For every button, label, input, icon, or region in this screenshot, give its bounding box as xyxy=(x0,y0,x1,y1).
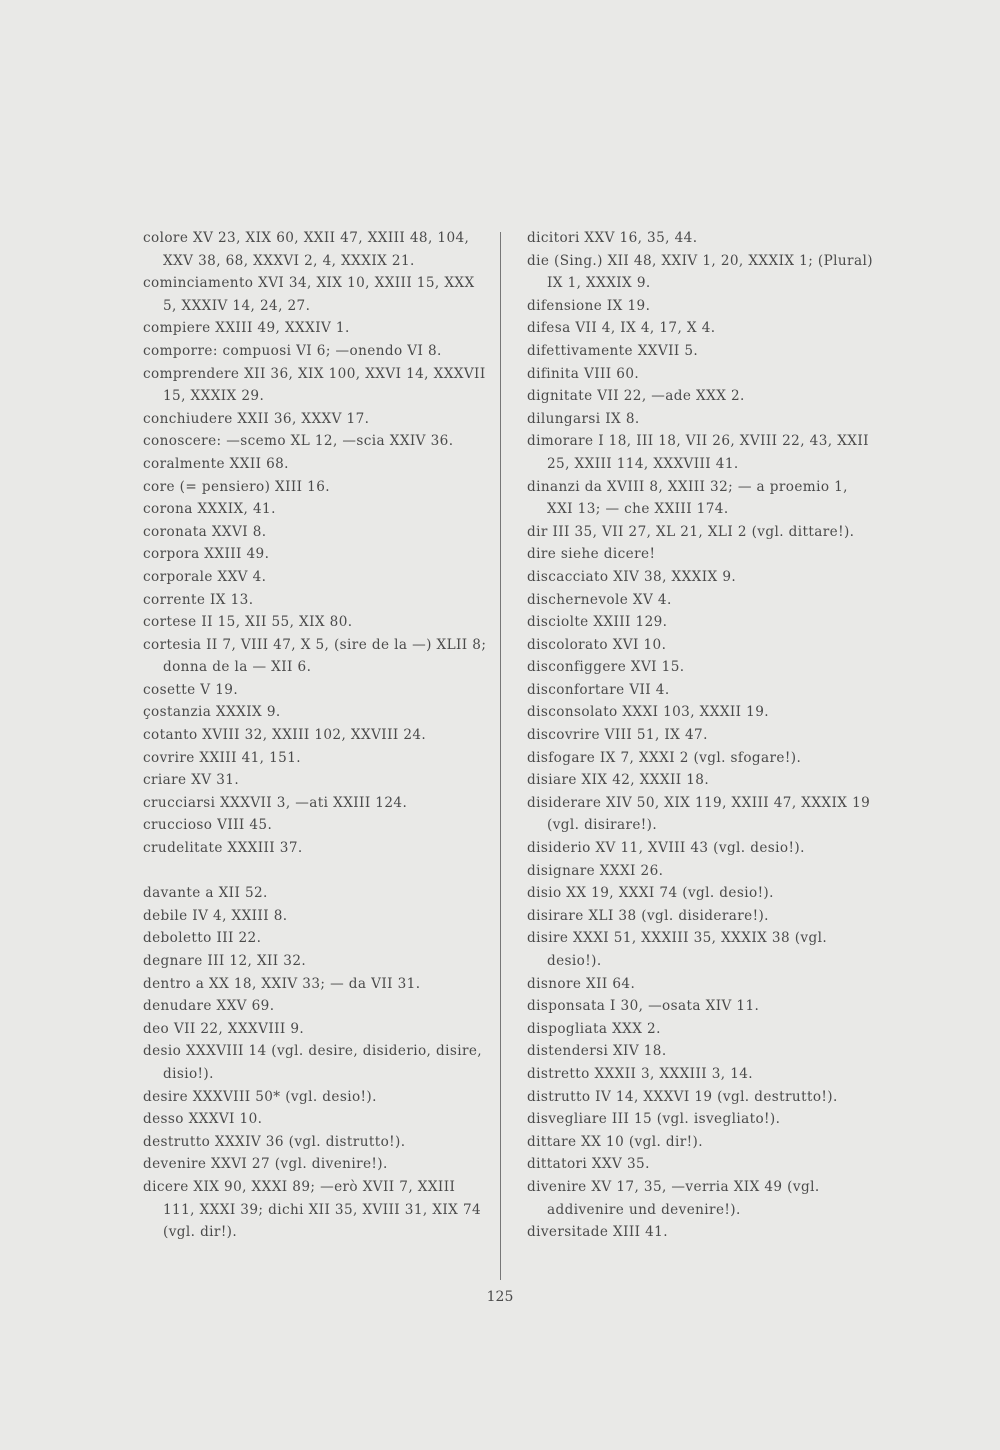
right-column xyxy=(527,227,877,1244)
index-entry: dire siehe dicere! xyxy=(527,546,656,563)
index-entry: deo VII 22, XXXVIII 9. xyxy=(143,1020,305,1037)
index-entry: denudare XXV 69. xyxy=(143,998,275,1015)
index-entry: dischernevole XV 4. xyxy=(527,591,672,608)
index-entry: disconfiggere XVI 15. xyxy=(527,659,685,676)
index-entry: disfogare IX 7, XXXI 2 (vgl. sfogare!). xyxy=(527,749,802,766)
index-entry: coralmente XXII 68. xyxy=(143,455,289,472)
index-entry: divenire XV 17, 35, —verria XIX 49 (vgl. addivenire und devenire!). xyxy=(527,1178,820,1218)
index-entry: cotanto XVIII 32, XXIII 102, XXVIII 24. xyxy=(143,727,427,744)
index-entry: corporale XXV 4. xyxy=(143,568,267,585)
index-entry: disconsolato XXXI 103, XXXII 19. xyxy=(527,704,769,721)
index-entry: compiere XXIII 49, XXXIV 1. xyxy=(143,320,350,337)
index-entry: disiderio XV 11, XVIII 43 (vgl. desio!). xyxy=(527,840,805,857)
index-entry: çostanzia XXXIX 9. xyxy=(143,704,281,721)
index-entry: deboletto III 22. xyxy=(143,930,262,947)
index-entry: desire XXXVIII 50* (vgl. desio!). xyxy=(143,1088,377,1105)
index-entry: cominciamento XVI 34, XIX 10, XXIII 15, XXX 5, XXXIV 14, 24, 27. xyxy=(143,275,475,314)
index-entry: conoscere: —scemo XL 12, —scia XXIV 36. xyxy=(143,433,454,450)
index-entry: cortesia II 7, VIII 47, X 5, (sire de la —) XLII 8; donna de la — XII 6. xyxy=(143,636,487,676)
index-entry: disciolte XXIII 129. xyxy=(527,614,668,631)
index-entry: crudelitate XXXIII 37. xyxy=(143,840,303,857)
index-entry: coronata XXVI 8. xyxy=(143,523,267,540)
index-entry: destrutto XXXIV 36 (vgl. distrutto!). xyxy=(143,1133,406,1150)
index-entry: dittare XX 10 (vgl. dir!). xyxy=(527,1133,703,1150)
index-entry: distendersi XIV 18. xyxy=(527,1043,667,1060)
index-entry: davante a XII 52. xyxy=(143,885,268,902)
index-entry: discovrire VIII 51, IX 47. xyxy=(527,727,708,744)
index-entry: devenire XXVI 27 (vgl. divenire!). xyxy=(143,1156,388,1173)
index-entry: degnare III 12, XII 32. xyxy=(143,953,307,969)
index-entry: dicitori XXV 16, 35, 44. xyxy=(527,230,698,246)
index-entry: corona XXXIX, 41. xyxy=(143,501,276,518)
index-entry: disiare XIX 42, XXXII 18. xyxy=(527,772,710,789)
index-entry: crucciarsi XXXVII 3, —ati XXIII 124. xyxy=(143,794,408,811)
index-entry: dinanzi da XVIII 8, XXIII 32; — a proemio 1, XXI 13; — che XXIII 174. xyxy=(527,478,848,518)
index-entry: difensione IX 19. xyxy=(527,297,651,314)
index-entry: disconfortare VII 4. xyxy=(527,681,670,698)
index-entry: comprendere XII 36, XIX 100, XXVI 14, XXXVII 15, XXXIX 29. xyxy=(143,365,486,405)
index-entry: dentro a XX 18, XXIV 33; — da VII 31. xyxy=(143,975,421,992)
index-entry: dispogliata XXX 2. xyxy=(527,1020,661,1037)
index-entry: disiderare XIV 50, XIX 119, XXIII 47, XXXIX 19 (vgl. disirare!). xyxy=(527,794,871,834)
index-entry: disirare XLI 38 (vgl. disiderare!). xyxy=(527,907,769,924)
index-entry: corpora XXIII 49. xyxy=(143,546,270,563)
index-entry: debile IV 4, XXIII 8. xyxy=(143,907,288,924)
index-entry: discacciato XIV 38, XXXIX 9. xyxy=(527,568,737,585)
index-entry: dittatori XXV 35. xyxy=(527,1156,650,1173)
index-entry: cortese II 15, XII 55, XIX 80. xyxy=(143,614,353,631)
index-entry: dignitate VII 22, —ade XXX 2. xyxy=(527,388,745,405)
index-entry: discolorato XVI 10. xyxy=(527,636,667,653)
index-entry: dir III 35, VII 27, XL 21, XLI 2 (vgl. dittare!). xyxy=(527,523,855,540)
index-entry: disvegliare III 15 (vgl. isvegliato!). xyxy=(527,1111,781,1128)
section-gap xyxy=(143,860,488,883)
index-entry: distretto XXXII 3, XXXIII 3, 14. xyxy=(527,1065,754,1082)
index-entry: disponsata I 30, —osata XIV 11. xyxy=(527,998,760,1015)
column-divider xyxy=(500,232,501,1280)
index-entry: cosette V 19. xyxy=(143,681,239,698)
index-entry: cruccioso VIII 45. xyxy=(143,817,273,834)
index-entry: dilungarsi IX 8. xyxy=(527,410,640,427)
index-entry: colore XV 23, XIX 60, XXII 47, XXIII 48, 104, XXV 38, 68, XXXVI 2, 4, XXXIX 21. xyxy=(143,230,470,269)
index-entry: distrutto IV 14, XXXVI 19 (vgl. destrutto!). xyxy=(527,1088,838,1105)
index-entry: desso XXXVI 10. xyxy=(143,1111,263,1128)
index-entry: corrente IX 13. xyxy=(143,591,254,608)
index-entry: disire XXXI 51, XXXIII 35, XXXIX 38 (vgl. desio!). xyxy=(527,930,828,969)
index-entry: difettivamente XXVII 5. xyxy=(527,342,699,359)
index-entry: die (Sing.) XII 48, XXIV 1, 20, XXXIX 1; (Plural) IX 1, XXXIX 9. xyxy=(527,252,873,292)
index-entry: diversitade XIII 41. xyxy=(527,1224,668,1241)
index-entry: covrire XXIII 41, 151. xyxy=(143,749,301,766)
index-entry: difesa VII 4, IX 4, 17, X 4. xyxy=(527,320,716,337)
index-entry: disnore XII 64. xyxy=(527,975,636,992)
index-entry: conchiudere XXII 36, XXXV 17. xyxy=(143,410,370,427)
index-entry: core (= pensiero) XIII 16. xyxy=(143,478,330,495)
index-entry: dimorare I 18, III 18, VII 26, XVIII 22, 43, XXII 25, XXIII 114, XXXVIII 41. xyxy=(527,433,869,472)
index-entry: disio XX 19, XXXI 74 (vgl. desio!). xyxy=(527,885,774,902)
index-entry: criare XV 31. xyxy=(143,772,240,789)
index-entry: disignare XXXI 26. xyxy=(527,862,664,879)
page-number: 125 xyxy=(486,1289,514,1305)
index-entry: difinita VIII 60. xyxy=(527,365,640,382)
index-entry: desio XXXVIII 14 (vgl. desire, disiderio, disire, disio!). xyxy=(143,1043,483,1082)
index-entry: comporre: compuosi VI 6; —onendo VI 8. xyxy=(143,342,442,359)
left-column xyxy=(143,227,488,1244)
index-entry: dicere XIX 90, XXXI 89; —erò XVII 7, XXIII 111, XXXI 39; dichi XII 35, XVIII 31, XIX 74 (vgl. dir!). xyxy=(143,1178,482,1241)
